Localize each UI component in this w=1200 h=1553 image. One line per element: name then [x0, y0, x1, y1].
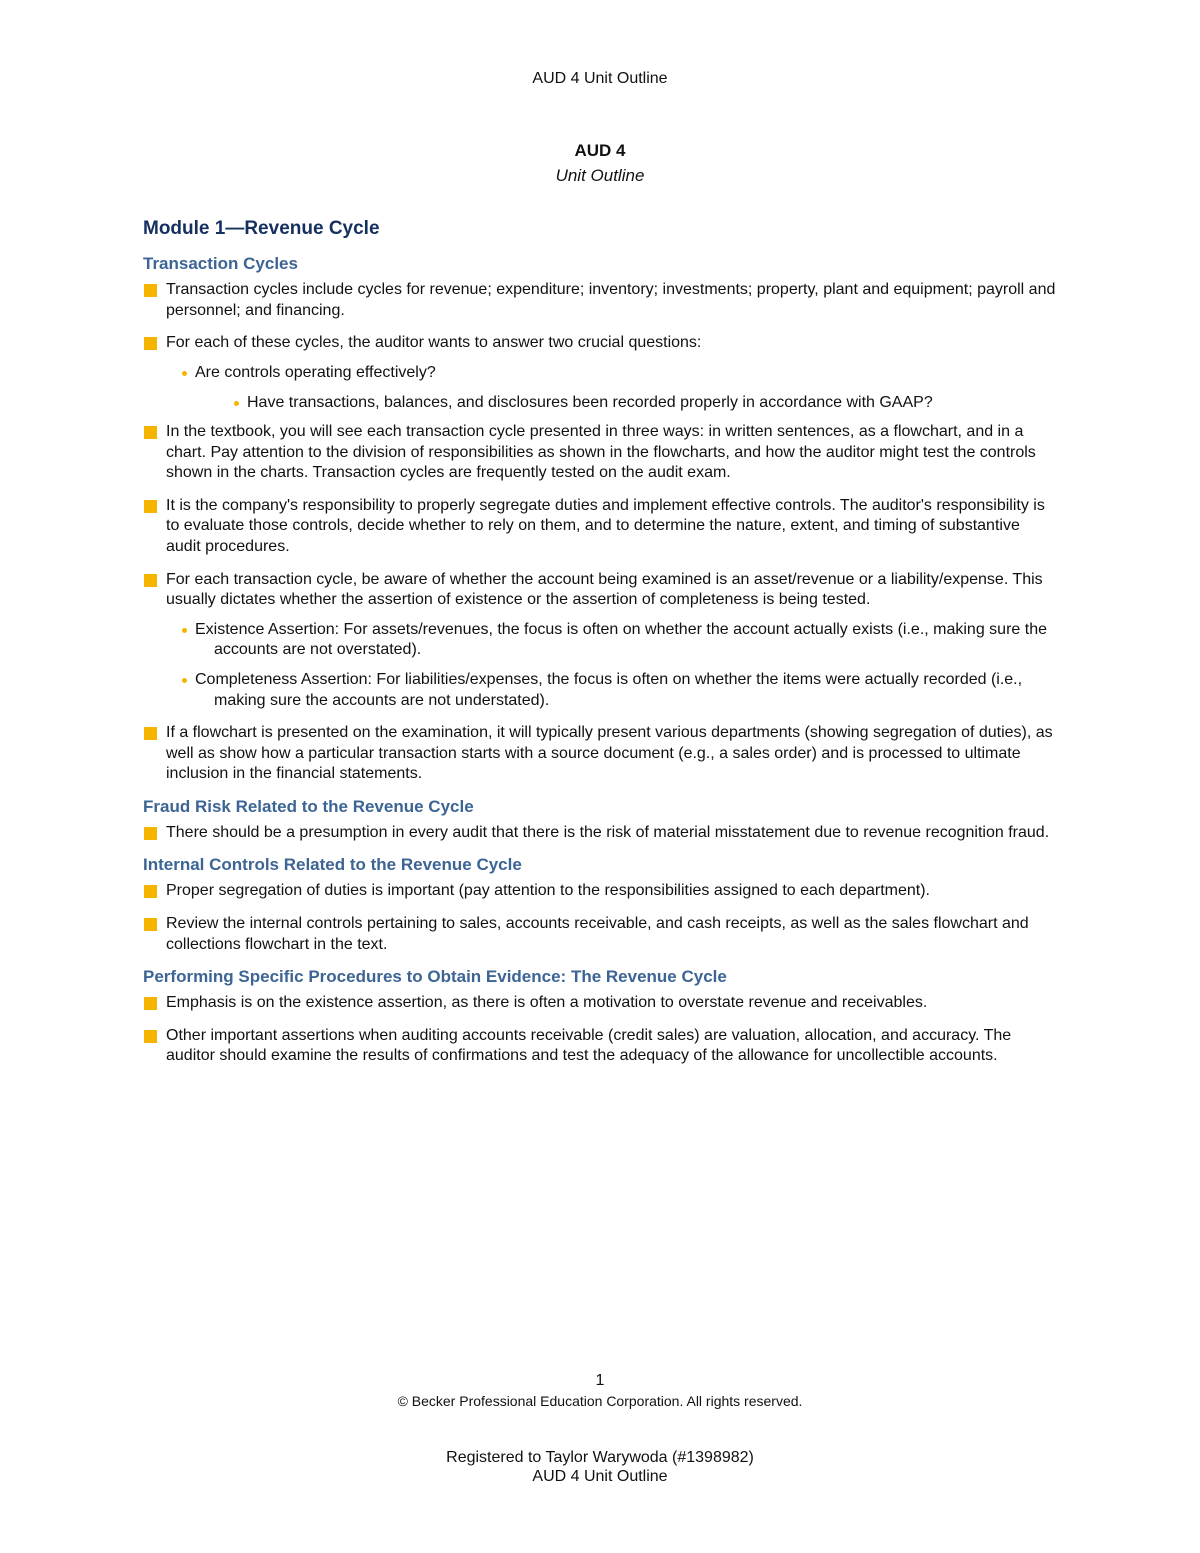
- page-number: 1: [595, 1372, 605, 1389]
- sub-bullet-text: Existence Assertion: For assets/revenues, the focus is often on whether the account actually exists (i.e., making sure the accounts are not overstated).: [195, 620, 1047, 659]
- square-bullet-icon: [144, 426, 157, 439]
- bullet-text: If a flowchart is presented on the examination, it will typically present various departments (showing segregation of duties), as well as show how a particular transaction starts with a source document (e.g., a sales order) and is processed to ultimate inclusion in the financial statements.: [166, 724, 1053, 783]
- sub-bullet-item: [143, 363, 1058, 384]
- square-bullet-icon: [144, 337, 157, 350]
- document-body: [143, 218, 1058, 1079]
- module-title: Module 1—Revenue Cycle: [143, 218, 380, 239]
- square-bullet-icon: [144, 500, 157, 513]
- bullet-text: For each transaction cycle, be aware of whether the account being examined is an asset/revenue or a liability/expense. This usually dictates whether the assertion of existence or the assertion of completeness is being tested.: [166, 570, 1043, 609]
- bullet-item: [143, 570, 1058, 611]
- section-title: Performing Specific Procedures to Obtain Evidence: The Revenue Cycle: [143, 967, 727, 987]
- copyright-notice: © Becker Professional Education Corporation. All rights reserved.: [397, 1393, 803, 1409]
- registration-notice: Registered to Taylor Warywoda (#1398982): [446, 1449, 754, 1466]
- section-title: Transaction Cycles: [143, 254, 298, 273]
- square-bullet-icon: [144, 827, 157, 840]
- bullet-text: Review the internal controls pertaining to sales, accounts receivable, and cash receipts, as well as the sales flowchart and collections flowchart in the text.: [166, 915, 1029, 953]
- sub-bullet-text: Are controls operating effectively?: [195, 363, 436, 381]
- bullet-text: There should be a presumption in every audit that there is the risk of material misstatement due to revenue recognition fraud.: [166, 823, 1050, 841]
- dot-bullet-icon: [182, 371, 187, 376]
- square-bullet-icon: [144, 574, 157, 587]
- sub-bullet-item: [143, 670, 1058, 711]
- bullet-text: It is the company's responsibility to properly segregate duties and implement effective controls. The auditor's responsibility is to evaluate those controls, decide whether to rely on them, and to determine the nature, extent, and timing of substantive audit procedures.: [166, 496, 1045, 555]
- section-specific-procedures: [143, 967, 1058, 1067]
- running-header: AUD 4 Unit Outline: [532, 70, 668, 87]
- dot-bullet-icon: [182, 628, 187, 633]
- dot-bullet-icon: [182, 678, 187, 683]
- square-bullet-icon: [144, 727, 157, 740]
- bullet-item: [143, 993, 1058, 1014]
- dot-bullet-icon: [234, 401, 239, 406]
- section-transaction-cycles: [143, 254, 1058, 785]
- bullet-item: [143, 333, 1058, 354]
- bullet-item: [143, 422, 1058, 484]
- bullet-item: [143, 823, 1058, 844]
- square-bullet-icon: [144, 918, 157, 931]
- square-bullet-icon: [144, 284, 157, 297]
- square-bullet-icon: [144, 997, 157, 1010]
- square-bullet-icon: [144, 885, 157, 898]
- sub-sub-bullet-item: [143, 393, 1058, 414]
- bullet-text: Emphasis is on the existence assertion, as there is often a motivation to overstate revenue and receivables.: [166, 994, 928, 1012]
- square-bullet-icon: [144, 1030, 157, 1043]
- bullet-text: Other important assertions when auditing accounts receivable (credit sales) are valuation, allocation, and accuracy. The auditor should examine the results of confirmations and test the adequacy of the allowance for uncollectible accounts.: [166, 1026, 1012, 1065]
- bullet-text: For each of these cycles, the auditor wants to answer two crucial questions:: [166, 334, 702, 352]
- bullet-item: [143, 1026, 1058, 1067]
- bullet-text: Transaction cycles include cycles for revenue; expenditure; inventory; investments; property, plant and equipment; payroll and personnel; and financing.: [166, 281, 1056, 319]
- bullet-text: In the textbook, you will see each transaction cycle presented in three ways: in written sentences, as a flowchart, and in a chart. Pay attention to the division of responsibilities as shown in the flowcharts, and how the auditor might test the controls shown in the charts. Transaction cycles are frequently tested on the audit exam.: [166, 422, 1036, 482]
- section-internal-controls: [143, 855, 1058, 955]
- bullet-item: [143, 723, 1058, 785]
- bullet-item: [143, 496, 1058, 558]
- bullet-item: [143, 881, 1058, 902]
- section-title: Internal Controls Related to the Revenue Cycle: [143, 855, 522, 875]
- sub-bullet-item: [143, 620, 1058, 661]
- section-fraud-risk: [143, 797, 1058, 844]
- document-subtitle: Unit Outline: [555, 166, 645, 185]
- bullet-item: [143, 914, 1058, 955]
- running-footer: AUD 4 Unit Outline: [532, 1468, 668, 1485]
- sub-sub-bullet-text: Have transactions, balances, and disclosures been recorded properly in accordance with GAAP?: [247, 394, 933, 412]
- bullet-text: Proper segregation of duties is important (pay attention to the responsibilities assigned to each department).: [166, 882, 930, 900]
- bullet-item: [143, 280, 1058, 321]
- section-title: Fraud Risk Related to the Revenue Cycle: [143, 796, 474, 816]
- sub-bullet-text: Completeness Assertion: For liabilities/expenses, the focus is often on whether the items were actually recorded (i.e., making sure the accounts are not understated).: [195, 670, 1023, 709]
- document-title: AUD 4: [574, 141, 626, 160]
